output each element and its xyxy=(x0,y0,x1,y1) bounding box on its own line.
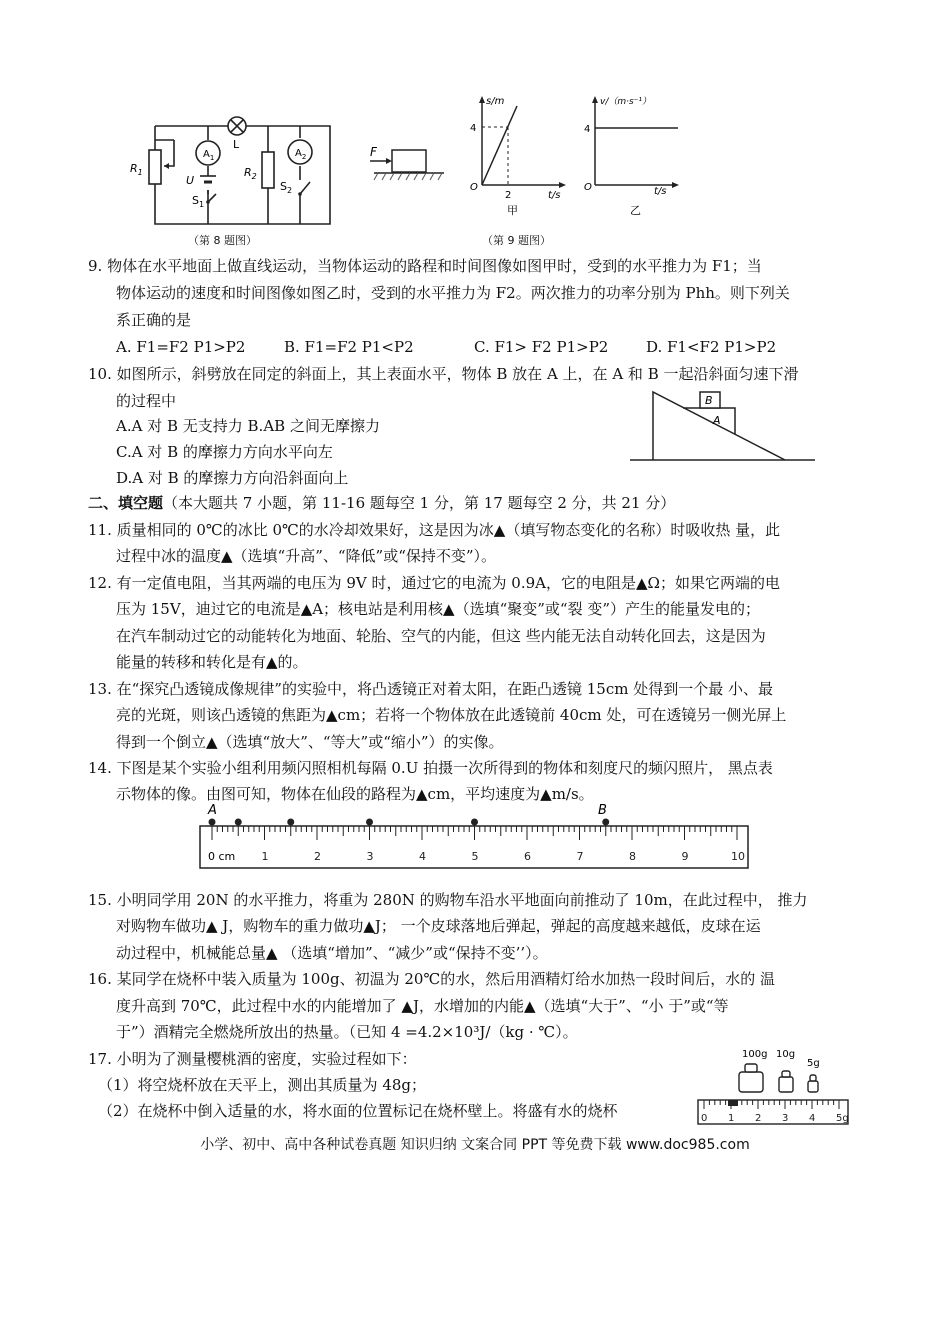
section2-title: 二、填空题 xyxy=(88,494,164,512)
graph-jia-name: 甲 xyxy=(507,204,518,217)
label-a2: A xyxy=(295,148,302,159)
q11-line1: 11. 质量相同的 0℃的冰比 0℃的水冷却效果好，这是因为冰▲（填写物态变化的名称）时吸收热 量，此 xyxy=(88,521,781,539)
ruler-unit-label: 0 cm xyxy=(208,850,236,863)
block-force-diagram xyxy=(360,140,460,190)
q12-line2: 压为 15V，迪过它的电流是▲A；核电站是利用核▲（选填“聚变”或“裂 变”）产生的能量发电的； xyxy=(116,600,761,618)
graph-yi-ylabel: v/（m·s⁻¹） xyxy=(600,97,652,107)
force-label: F xyxy=(370,145,377,159)
footer-text: 小学、初中、高中各种试卷真题 知识归纳 文案合同 PPT 等免费下载 www.doc985.com xyxy=(200,1137,750,1153)
scale-number: 4 xyxy=(809,1113,816,1124)
q12-line1: 12. 有一定值电阻，当其两端的电压为 9V 时，通过它的电流为 0.9A，它的电阻是▲Ω；如果它两端的电 xyxy=(88,574,780,592)
weight-5g-label: 5g xyxy=(807,1058,820,1069)
q15-line3: 动过程中，机械能总量▲ （选填“增加”、“减少”或“保持不变’’）。 xyxy=(116,944,548,962)
ruler-number: 1 xyxy=(261,850,269,863)
q9-line3: 系正确的是 xyxy=(116,311,192,329)
ruler-number: 3 xyxy=(366,850,374,863)
weight-100g-label: 100g xyxy=(742,1049,768,1060)
ruler-label-b: B xyxy=(598,803,607,818)
ruler-number: 9 xyxy=(681,850,689,863)
scale-number: 0 xyxy=(701,1113,708,1124)
label-b: B xyxy=(705,394,713,407)
scale-number: 3 xyxy=(782,1113,789,1124)
graph-jia-xlabel: t/s xyxy=(548,190,561,201)
q17-line1: 17. 小明为了测量樱桃酒的密度，实验过程如下： xyxy=(88,1050,417,1068)
label-a1: A xyxy=(203,149,210,160)
section2-heading xyxy=(88,493,675,513)
circuit-diagram xyxy=(120,110,340,240)
graph-jia-ytick: 4 xyxy=(470,123,477,134)
fig9-caption: （第 9 题图） xyxy=(482,234,551,247)
flash-photo-dot xyxy=(471,819,478,826)
q12-line3: 在汽车制动过它的动能转化为地面、轮胎、空气的内能，但这 些内能无法自动转化回去，这是因为 xyxy=(116,627,766,645)
fig8-caption: （第 8 题图） xyxy=(188,234,257,247)
graph-yi-name: 乙 xyxy=(630,204,641,217)
svg-text:R1: $R_1$ xyxy=(130,162,143,177)
scale-number: 1 xyxy=(728,1113,735,1124)
q14-line1: 14. 下图是某个实验小组利用频闪照相机每隔 0.U 拍摄一次所得到的物体和刻度尺的频闪照片， 黑点表 xyxy=(88,759,773,777)
q10-option-c: C.A 对 B 的摩擦力方向水平向左 xyxy=(116,443,333,461)
q13-line1: 13. 在“探究凸透镜成像规律”的实验中，将凸透镜正对着太阳，在距凸透镜 15cm 处得到一个最 小、最 xyxy=(88,680,773,698)
section2-desc: （本大题共 7 小题，第 11-16 题每空 1 分，第 17 题每空 2 分，共 21 分） xyxy=(163,494,676,512)
graph-yi-xlabel: t/s xyxy=(654,186,667,197)
q13-line3: 得到一个倒立▲（选填“放大”、“等大”或“缩小”）的实像。 xyxy=(116,733,504,751)
q16-line3: 于”）酒精完全燃烧所放出的热量。（已知 4 =4.2×10³J/（kg · ℃）。 xyxy=(116,1023,578,1041)
label-lamp: L xyxy=(233,138,240,151)
q16-line2: 度升高到 70℃，此过程中水的内能增加了 ▲J，水增加的内能▲（选填“大于”、“小 于”或“等 xyxy=(116,997,729,1015)
flash-photo-dot xyxy=(209,819,216,826)
graph-yi-ytick: 4 xyxy=(584,124,591,135)
svg-text:S1: $S_1$ xyxy=(192,194,205,209)
q15-line2: 对购物车做功▲ J，购物车的重力做功▲J； 一个皮球落地后弹起，弹起的高度越来越低，皮球在运 xyxy=(116,917,761,935)
q16-line1: 16. 某同学在烧杯中装入质量为 100g、初温为 20℃的水，然后用酒精灯给水加热一段时间后，水的 温 xyxy=(88,970,776,988)
ruler-number: 5 xyxy=(471,850,479,863)
flash-photo-dot xyxy=(235,819,242,826)
q14-line2: 示物体的像。由图可知，物体在仙段的路程为▲cm，平均速度为▲m/s。 xyxy=(116,785,594,803)
svg-text:R2: $R_2$ xyxy=(244,166,257,181)
label-r2: R xyxy=(244,166,252,179)
label-u: U xyxy=(186,174,195,187)
graph-yi-origin: O xyxy=(584,182,592,193)
flash-photo-dot xyxy=(287,819,294,826)
q9-line1: 9. 物体在水平地面上做直线运动，当物体运动的路程和时间图像如图甲时，受到的水平推力为 F1；当 xyxy=(88,257,762,275)
flash-photo-dot xyxy=(366,819,373,826)
svg-text:A1: $A_1$ xyxy=(203,149,215,162)
ruler-number: 7 xyxy=(576,850,584,863)
label-s1: S xyxy=(192,194,199,207)
weight-5g-icon xyxy=(808,1081,818,1092)
ruler-number: 8 xyxy=(629,850,636,863)
q10-option-d: D.A 对 B 的摩擦力方向沿斜面向上 xyxy=(116,469,349,487)
ruler-number: 6 xyxy=(524,850,531,863)
label-a: A xyxy=(713,414,721,427)
ruler-number: 2 xyxy=(314,850,321,863)
weight-10g-icon xyxy=(779,1077,793,1092)
weight-100g-icon xyxy=(739,1072,763,1092)
q15-line1: 15. 小明同学用 20N 的水平推力，将重为 280N 的购物车沿水平地面向前推动了 10m，在此过程中， 推力 xyxy=(88,891,808,909)
q10-line1: 10. 如图所示，斜劈放在同定的斜面上，其上表面水平，物体 B 放在 A 上，在 A 和 B 一起沿斜面匀速下滑 xyxy=(88,365,799,383)
q9-option-d: D. F1<F2 P1>P2 xyxy=(646,338,777,356)
q17-line3: （2）在烧杯中倒入适量的水，将水面的位置标记在烧杯壁上。将盛有水的烧杯 xyxy=(98,1102,618,1120)
graph-jia-xtick: 2 xyxy=(505,190,512,201)
label-r1: R xyxy=(130,162,138,175)
graph-jia-origin: O xyxy=(470,182,478,193)
svg-text:S2: $S_2$ xyxy=(280,180,293,195)
q11-line2: 过程中冰的温度▲（选填“升高”、“降低”或“保持不变”）。 xyxy=(116,547,497,565)
svg-text:A2: $A_2$ xyxy=(295,148,307,161)
label-s2: S xyxy=(280,180,287,193)
q9-option-a: A. F1=F2 P1>P2 xyxy=(116,338,246,356)
scale-number: 2 xyxy=(755,1113,762,1124)
ruler-number: 4 xyxy=(419,850,426,863)
q13-line2: 亮的光斑，则该凸透镜的焦距为▲cm；若将一个物体放在此透镜前 40cm 处，可在透镜另一侧光屏上 xyxy=(116,706,787,724)
scale-number: 5g xyxy=(836,1113,849,1124)
ruler-number: 10 xyxy=(731,850,745,863)
q9-line2: 物体运动的速度和时间图像如图乙时，受到的水平推力为 F2。两次推力的功率分别为 Phh。则下列关 xyxy=(116,284,790,302)
ruler-label-a: A xyxy=(208,803,217,818)
incline-diagram xyxy=(625,386,825,466)
graph-yi xyxy=(580,90,690,225)
q9-option-b: B. F1=F2 P1<P2 xyxy=(284,338,414,356)
weight-10g-label: 10g xyxy=(776,1049,796,1060)
q10-line2: 的过程中 xyxy=(116,392,177,410)
q17-line2: （1）将空烧杯放在天平上，测出其质量为 48g； xyxy=(98,1076,427,1094)
q10-option-ab: A.A 对 B 无支持力 B.AB 之间无摩擦力 xyxy=(116,417,380,435)
weights-figure xyxy=(694,1044,854,1134)
graph-jia xyxy=(462,90,572,225)
flash-photo-dot xyxy=(602,819,609,826)
q12-line4: 能量的转移和转化是有▲的。 xyxy=(116,653,308,671)
q9-option-c: C. F1> F2 P1>P2 xyxy=(474,338,609,356)
ruler-figure xyxy=(190,800,760,875)
graph-jia-ylabel: s/m xyxy=(486,96,505,107)
